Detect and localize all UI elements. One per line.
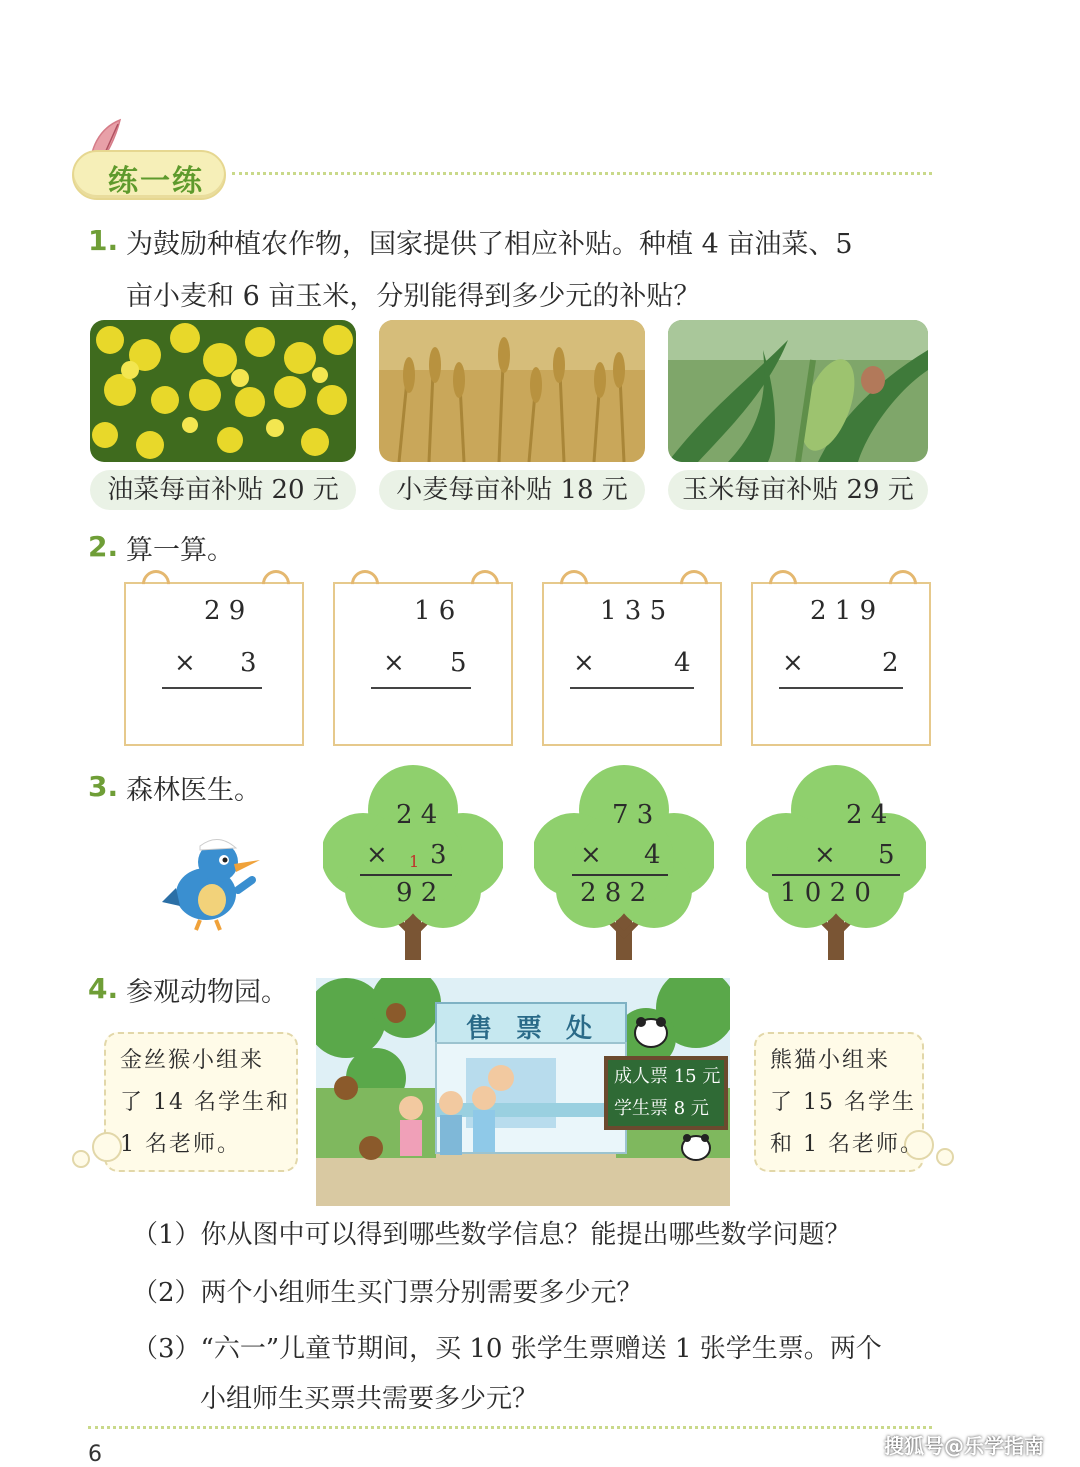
tree-multiplicand: 7 3 [612,800,654,830]
tree-multiplicand: 2 4 [846,800,888,830]
left-bubble-line-1: 金丝猴小组来 [120,1048,265,1073]
tree-icon [746,765,926,960]
left-bubble-line-2: 了 14 名学生和 [120,1090,290,1115]
tree-multiplier: 5 [878,840,895,870]
answer-line [371,687,471,689]
price-adult: 成人票 15 元 [614,1066,721,1087]
tree-answer-line [360,874,452,876]
question-3-text: 森林医生。 [126,775,261,806]
bubble-tail [936,1148,954,1166]
multiplier: 2 [882,648,899,678]
times-sign: × [573,648,595,678]
question-number-2: 2. [88,530,119,563]
section-title: 练一练 [108,164,204,199]
tree-multiplier: 4 [644,840,661,870]
question-number-4: 4. [88,972,119,1005]
zoo-ticket-scene [316,978,730,1206]
caption-wheat: 小麦每亩补贴 18 元 [379,470,645,510]
caption-corn: 玉米每亩补贴 29 元 [668,470,928,510]
multiplicand: 1 3 5 [600,596,667,626]
tree-result: 1 0 2 0 [780,878,871,908]
tree-multiplicand: 2 4 [396,800,438,830]
multiplicand: 1 6 [414,596,456,626]
sub-question-2: （2）两个小组师生买门票分别需要多少元？ [132,1278,643,1308]
woodpecker-icon [160,832,264,932]
corn-photo [668,320,928,462]
carry-digit: 1 [409,852,420,871]
watermark: 搜狐号@乐学指南 [884,1434,1044,1458]
answer-line [570,687,694,689]
page-number: 6 [88,1442,102,1467]
price-student: 学生票 8 元 [614,1098,709,1119]
question-number-1: 1. [88,224,119,257]
question-2-text: 算一算。 [126,535,234,566]
tree-answer-line [772,874,900,876]
dotted-divider [88,1426,932,1429]
multiplier: 5 [450,648,467,678]
question-1-line-2: 亩小麦和 6 亩玉米，分别能得到多少元的补贴？ [126,281,701,312]
multiplier: 3 [240,648,257,678]
answer-line [779,687,903,689]
caption-rapeseed: 油菜每亩补贴 20 元 [90,470,356,510]
question-4-text: 参观动物园。 [126,977,288,1008]
right-bubble-line-3: 和 1 名老师。 [770,1132,924,1157]
sub-question-3-line-2: 小组师生买票共需要多少元？ [200,1384,539,1414]
booth-sign-char-1: 售 [466,1014,493,1044]
tree-result: 9 2 [396,878,438,908]
tree-times-sign: × [366,840,388,870]
answer-line [162,687,262,689]
right-bubble-line-1: 熊猫小组来 [770,1048,891,1073]
bubble-tail [72,1150,90,1168]
rapeseed-photo [90,320,356,462]
multiplicand: 2 1 9 [810,596,877,626]
bubble-tail [92,1132,122,1162]
sub-question-1: （1）你从图中可以得到哪些数学信息？能提出哪些数学问题？ [132,1220,851,1250]
multiplicand: 2 9 [204,596,246,626]
tree-times-sign: × [580,840,602,870]
tree-icon [534,765,714,960]
booth-sign-char-3: 处 [566,1014,593,1044]
booth-sign-char-2: 票 [516,1014,543,1044]
left-bubble-line-3: 1 名老师。 [120,1132,241,1157]
tree-multiplier: 3 [430,840,447,870]
question-number-3: 3. [88,770,119,803]
tree-result: 2 8 2 [580,878,647,908]
times-sign: × [782,648,804,678]
tree-times-sign: × [814,840,836,870]
times-sign: × [383,648,405,678]
dotted-divider [232,172,932,175]
times-sign: × [174,648,196,678]
question-1-line-1: 为鼓励种植农作物，国家提供了相应补贴。种植 4 亩油菜、5 [126,229,853,260]
tree-answer-line [572,874,668,876]
sub-question-3-line-1: （3）“六一”儿童节期间，买 10 张学生票赠送 1 张学生票。两个 [132,1334,882,1364]
wheat-photo [379,320,645,462]
multiplier: 4 [674,648,691,678]
right-bubble-line-2: 了 15 名学生 [770,1090,916,1115]
